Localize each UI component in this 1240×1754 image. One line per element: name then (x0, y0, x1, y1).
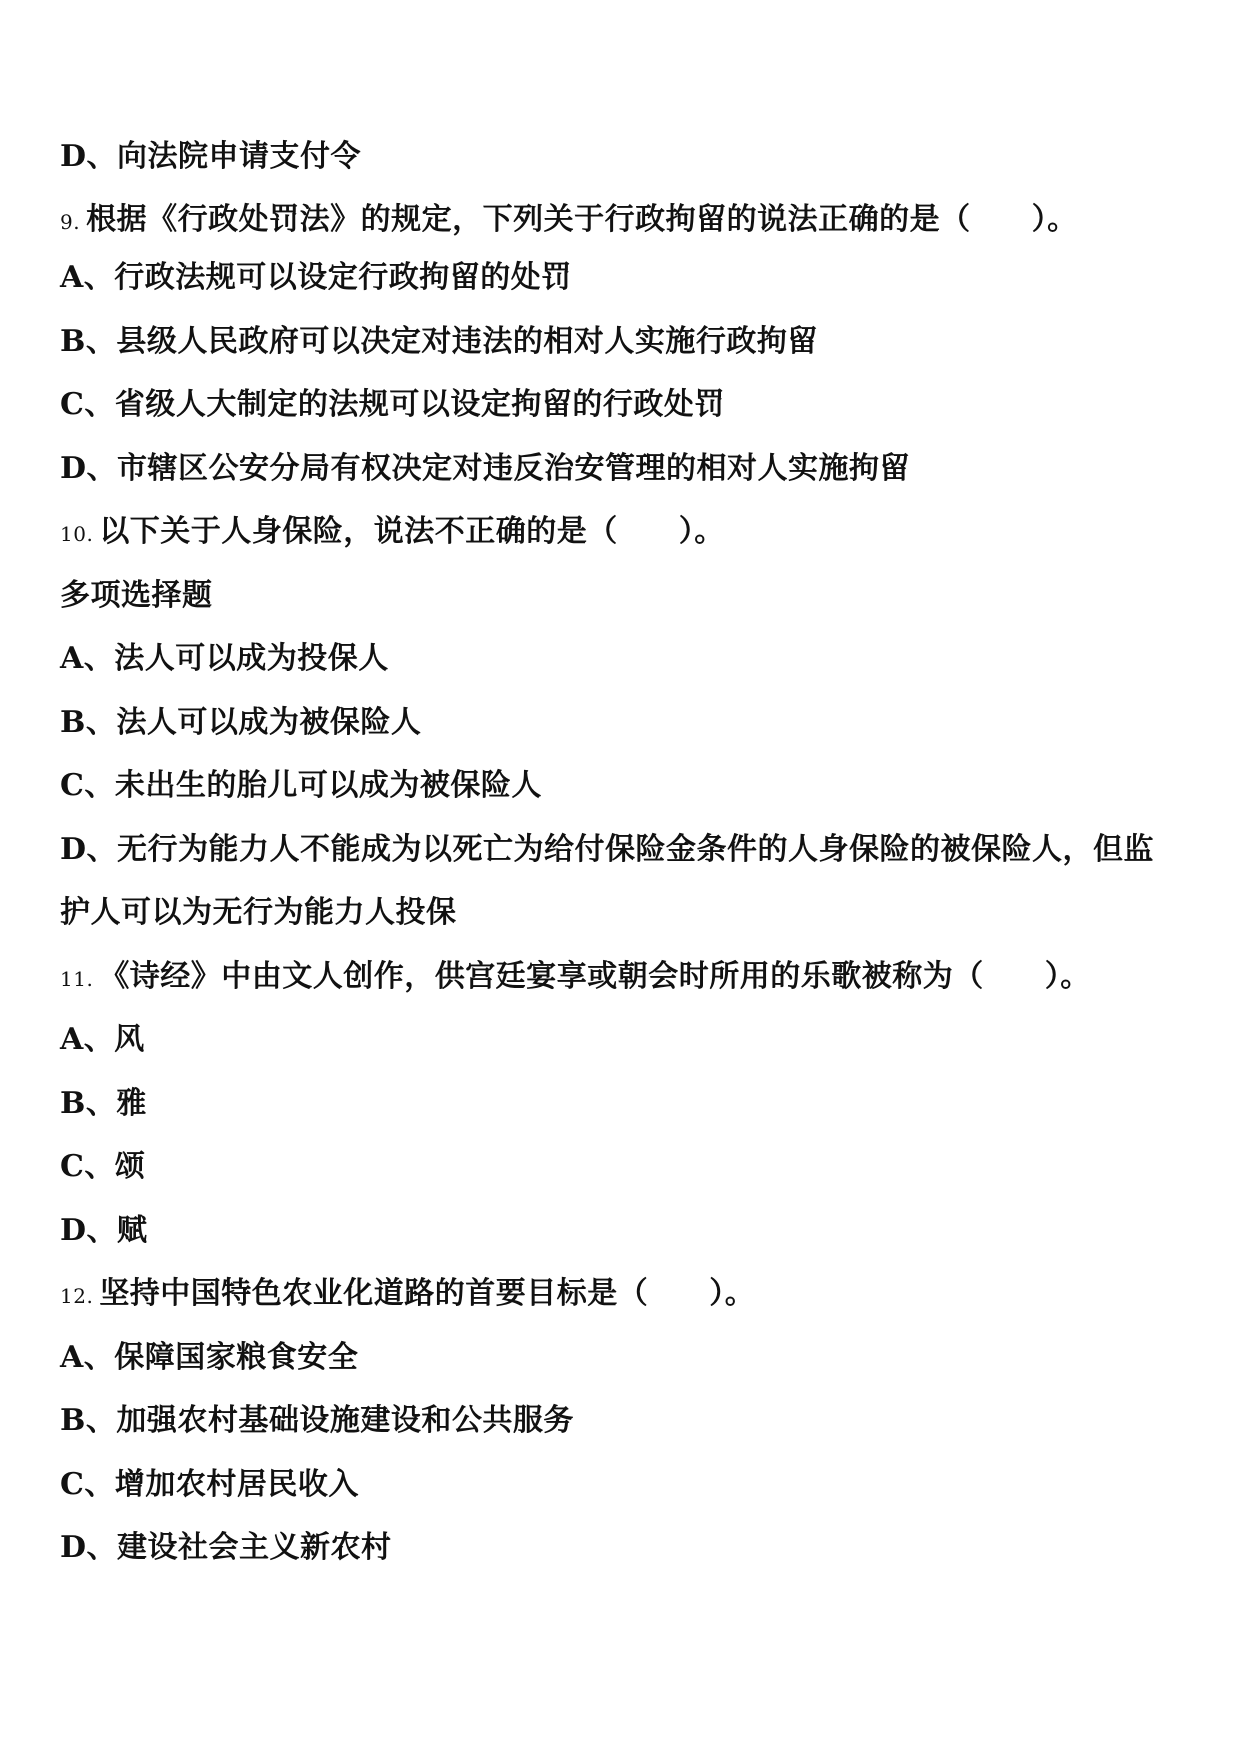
question-number: 12. (60, 1284, 94, 1308)
option-10d-continued: 护人可以为无行为能力人投保 (60, 895, 457, 930)
option-9c: C、省级人大制定的法规可以设定拘留的行政处罚 (60, 387, 725, 422)
question-number: 11. (60, 967, 94, 991)
option-11a: A、风 (60, 1022, 145, 1057)
option-11d: D、赋 (60, 1213, 148, 1248)
question-10 (60, 512, 1190, 554)
option-10c: C、未出生的胎儿可以成为被保险人 (60, 768, 542, 803)
option-12c: C、增加农村居民收入 (60, 1467, 359, 1502)
question-11 (60, 957, 1190, 999)
question-text: 坚持中国特色农业化道路的首要目标是（ ）。 (99, 1276, 756, 1311)
question-number: 10. (60, 522, 94, 546)
section-heading: 多项选择题 (60, 578, 213, 613)
option-9b: B、县级人民政府可以决定对违法的相对人实施行政拘留 (60, 324, 818, 359)
question-text: 《诗经》中由文人创作，供宫廷宴享或朝会时所用的乐歌被称为（ ）。 (99, 959, 1091, 994)
option-12d: D、建设社会主义新农村 (60, 1530, 392, 1565)
option-11c: C、颂 (60, 1149, 146, 1184)
option-11b: B、雅 (60, 1086, 147, 1121)
question-number: 9. (60, 210, 81, 234)
option-8d: D、向法院申请支付令 (60, 139, 362, 174)
option-10d: D、无行为能力人不能成为以死亡为给付保险金条件的人身保险的被保险人，但监 (60, 832, 1155, 867)
option-9a: A、行政法规可以设定行政拘留的处罚 (60, 260, 572, 295)
question-9 (60, 200, 1190, 242)
option-12a: A、保障国家粮食安全 (60, 1340, 359, 1375)
option-12b: B、加强农村基础设施建设和公共服务 (60, 1403, 574, 1438)
question-text: 以下关于人身保险，说法不正确的是（ ）。 (99, 514, 725, 549)
option-10b: B、法人可以成为被保险人 (60, 705, 422, 740)
option-9d: D、市辖区公安分局有权决定对违反治安管理的相对人实施拘留 (60, 451, 911, 486)
question-12 (60, 1274, 1190, 1316)
question-text: 根据《行政处罚法》的规定，下列关于行政拘留的说法正确的是（ ）。 (86, 202, 1078, 237)
option-10a: A、法人可以成为投保人 (60, 641, 389, 676)
